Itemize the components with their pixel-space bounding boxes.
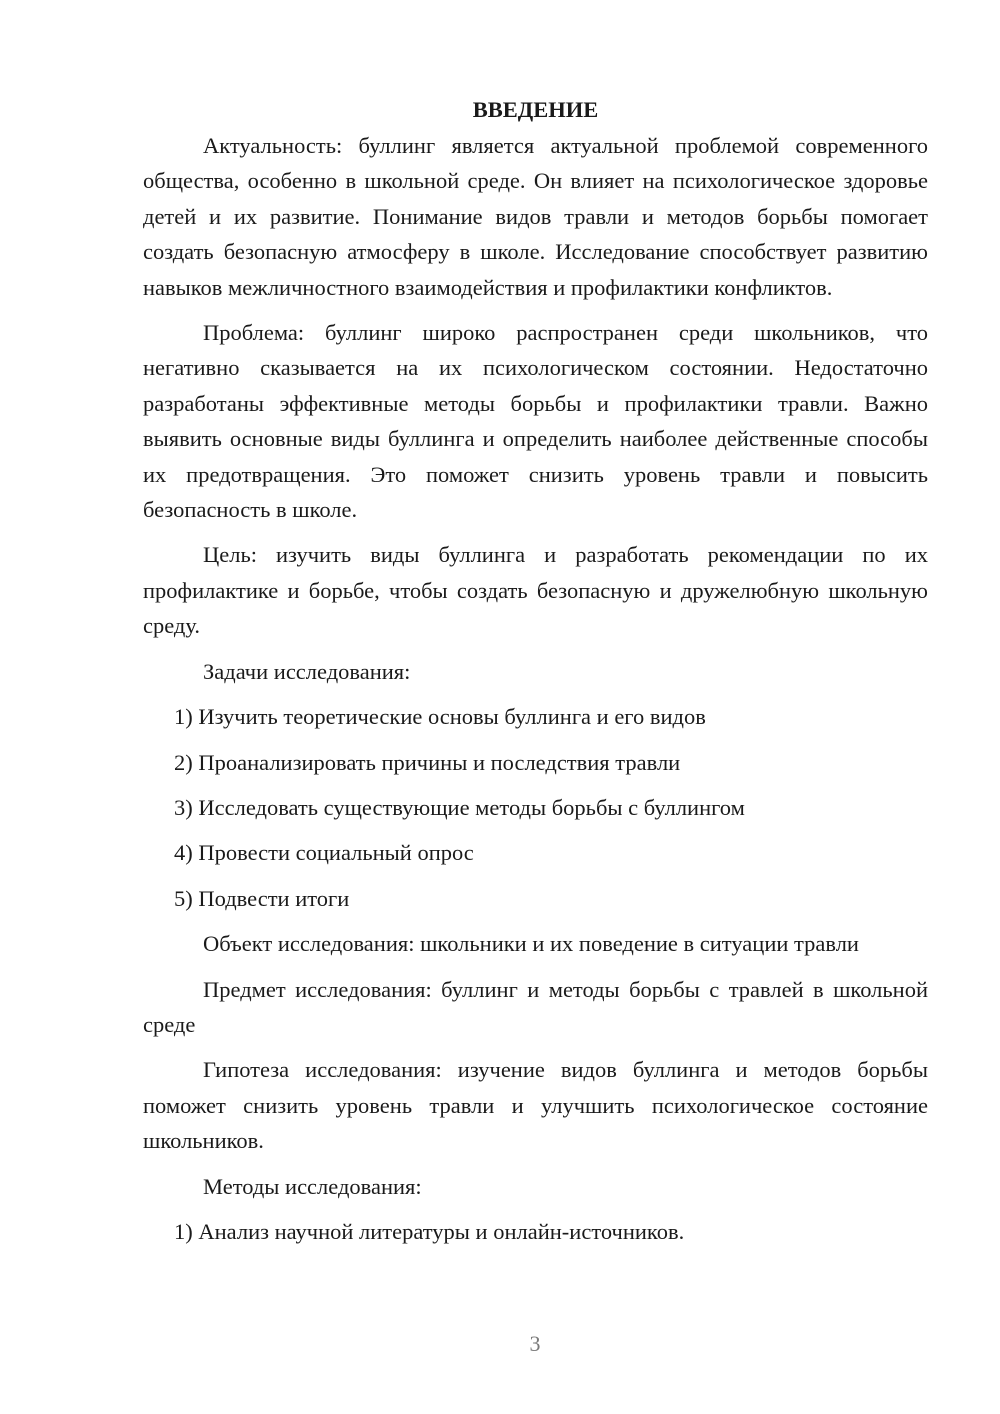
subject-paragraph: Предмет исследования: буллинг и методы борьбы с травлей в школьной среде	[143, 976, 928, 1037]
method-item: 1) Анализ научной литературы и онлайн-источников.	[174, 1218, 685, 1244]
tasks-list	[143, 699, 928, 916]
page-number: 3	[529, 1331, 541, 1356]
goal-paragraph: Цель: изучить виды буллинга и разработать рекомендации по их профилактике и борьбе, чтобы создать безопасную и дружелюбную школьную среду.	[143, 542, 928, 639]
object-paragraph: Объект исследования: школьники и их поведение в ситуации травли	[203, 931, 859, 957]
tasks-label: Задачи исследования:	[203, 658, 411, 684]
hypothesis-paragraph: Гипотеза исследования: изучение видов буллинга и методов борьбы поможет снизить уровень травли и улучшить психологическое состояние школьников.	[143, 1057, 928, 1154]
task-item: 4) Провести социальный опрос	[174, 840, 474, 866]
task-item: 1) Изучить теоретические основы буллинга и его видов	[174, 704, 706, 730]
task-item: 5) Подвести итоги	[174, 885, 350, 911]
task-item: 2) Проанализировать причины и последствия травли	[174, 749, 681, 775]
methods-label: Методы исследования:	[203, 1173, 422, 1199]
section-heading: ВВЕДЕНИЕ	[472, 97, 599, 122]
methods-list	[143, 1214, 928, 1249]
relevance-paragraph: Актуальность: буллинг является актуальной проблемой современного общества, особенно в школьной среде. Он влияет на психологическое здоровье детей и их развитие. Понимание видов травли и методов борьбы помогает создать безопасную атмосферу в школе. Исследование способствует развитию навыков межличностного взаимодействия и профилактики конфликтов.	[143, 133, 928, 300]
task-item: 3) Исследовать существующие методы борьбы с буллингом	[174, 794, 745, 820]
problem-paragraph: Проблема: буллинг широко распространен среди школьников, что негативно сказывается на их психологическом состоянии. Недостаточно разработаны эффективные методы борьбы и профилактики травли. Важно выявить основные виды буллинга и определить наиболее действенные способы их предотвращения. Это поможет снизить уровень травли и повысить безопасность в школе.	[143, 320, 928, 523]
document-page	[143, 92, 928, 1259]
